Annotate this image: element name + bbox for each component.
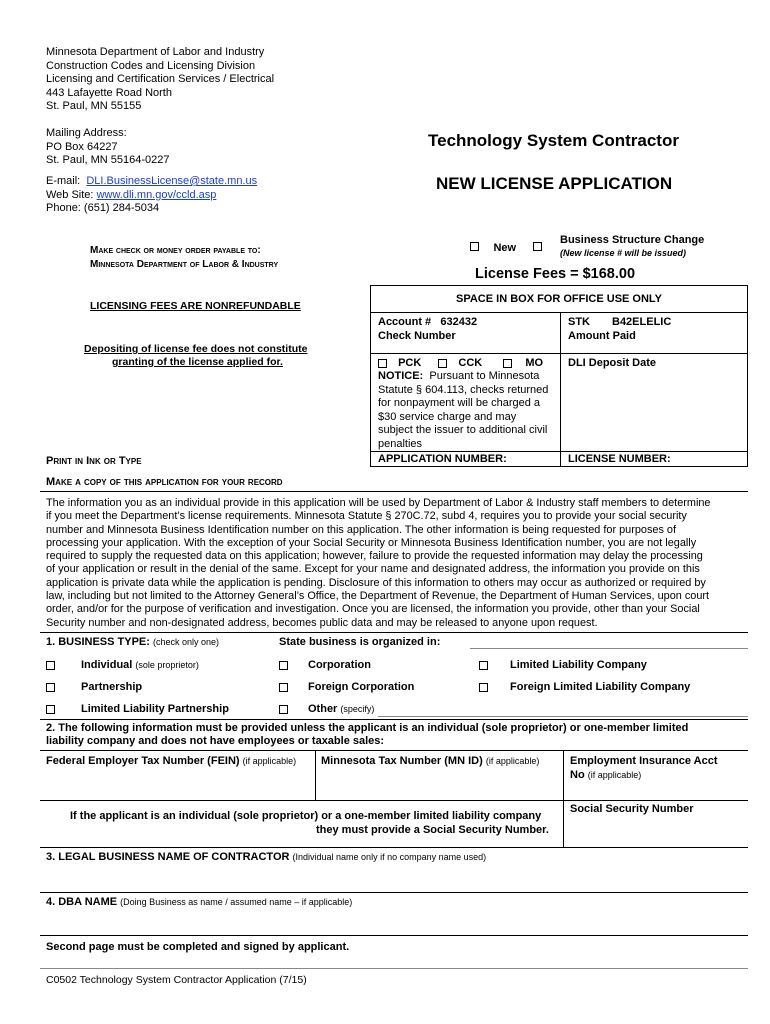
section2-instruction-1: 2. The following information must be provided unless the applicant is an individual (sole proprietor) or one-member limited xyxy=(46,722,689,734)
business-type-note: (check only one) xyxy=(152,637,220,647)
structure-change-checkbox-wrap[interactable] xyxy=(533,238,542,256)
option-individual[interactable] xyxy=(46,659,199,673)
license-number-label: LICENSE NUMBER: xyxy=(568,453,671,465)
llp-checkbox[interactable] xyxy=(46,705,55,714)
fein-field-label xyxy=(46,755,296,769)
form-id: C0502 Technology System Contractor Application (7/15) xyxy=(46,974,307,986)
email-label: E-mail: xyxy=(46,175,81,187)
new-label: New xyxy=(493,242,517,254)
foreign-llc-checkbox[interactable] xyxy=(479,683,488,692)
address-line: Minnesota Department of Labor and Industry xyxy=(46,46,265,58)
address-line: Licensing and Certification Services / Electrical xyxy=(46,73,275,85)
account-field xyxy=(378,316,477,330)
other-specify-line[interactable] xyxy=(378,716,748,717)
address-line: Construction Codes and Licensing Division xyxy=(46,59,256,72)
mailing-line: St. Paul, MN 55164-0227 xyxy=(46,154,170,166)
partnership-checkbox[interactable] xyxy=(46,683,55,692)
dba-name-note: (Doing Business as name / assumed name – if applicable) xyxy=(120,897,353,907)
notice-line: Statute § 604.113, checks returned xyxy=(378,383,549,396)
emp-insurance-label xyxy=(570,755,718,782)
individual-checkbox[interactable] xyxy=(46,661,55,670)
web-label: Web Site: xyxy=(46,188,94,201)
partnership-label: Partnership xyxy=(81,681,143,693)
contact-block xyxy=(46,175,257,216)
mnid-note: (if applicable) xyxy=(485,756,540,766)
privacy-line: The information you as an individual provide in this application will be used by Department of Labor & Industry staff members to determine xyxy=(46,497,711,509)
notice-line: subject the issuer to additional civil xyxy=(378,424,548,436)
notice-line: for nonpayment will be charged a xyxy=(378,397,541,409)
emp-insurance-input[interactable] xyxy=(566,782,746,798)
department-address xyxy=(46,46,274,114)
payment-method-row xyxy=(378,357,543,371)
phone: Phone: (651) 284-5034 xyxy=(46,202,160,214)
address-line: St. Paul, MN 55155 xyxy=(46,100,142,112)
foreign-corporation-label: Foreign Corporation xyxy=(308,681,415,693)
ssn-requirement-2: they must provide a Social Security Number. xyxy=(316,824,549,836)
individual-note: (sole proprietor) xyxy=(135,660,199,670)
structure-change-note: (New license # will be issued) xyxy=(560,248,687,258)
notice-line: Pursuant to Minnesota xyxy=(429,370,540,382)
dba-name-input[interactable] xyxy=(46,911,746,933)
application-number-label: APPLICATION NUMBER: xyxy=(378,453,507,465)
copy-instruction: Make a copy of this application for your record xyxy=(46,476,283,488)
emp-insurance-line2: No xyxy=(570,768,585,781)
print-instruction: Print in Ink or Type xyxy=(46,455,142,467)
payable-to-label: Make check or money order payable to: xyxy=(90,245,261,256)
llc-label: Limited Liability Company xyxy=(510,659,647,671)
account-value: 632432 xyxy=(440,316,478,328)
email-link[interactable]: DLI.BusinessLicense@state.mn.us xyxy=(86,175,258,187)
pck-label: PCK xyxy=(398,357,422,369)
deposit-date-label: DLI Deposit Date xyxy=(568,357,657,369)
mailing-line: PO Box 64227 xyxy=(46,140,118,153)
option-other[interactable] xyxy=(279,703,374,717)
cck-checkbox[interactable] xyxy=(438,359,447,368)
legal-name-label xyxy=(46,851,486,865)
option-llc[interactable] xyxy=(479,659,647,673)
address-line: 443 Lafayette Road North xyxy=(46,86,172,99)
new-option[interactable] xyxy=(470,238,516,256)
dba-name-text: 4. DBA NAME xyxy=(46,896,118,908)
option-llp[interactable] xyxy=(46,703,229,717)
deposit-notice-2: granting of the license applied for. xyxy=(112,356,283,368)
fein-note: (if applicable) xyxy=(242,756,297,766)
structure-change-checkbox[interactable] xyxy=(533,242,542,251)
payable-to-name: Minnesota Department of Labor & Industry xyxy=(90,259,279,270)
mailing-line: Mailing Address: xyxy=(46,127,127,139)
fein-label: Federal Employer Tax Number (FEIN) xyxy=(46,755,240,767)
privacy-line: order, and/or for the purpose of verification and investigation. Once you are licensed, the information you provide, other than your Social xyxy=(46,603,700,616)
office-use-header: SPACE IN BOX FOR OFFICE USE ONLY xyxy=(456,293,662,305)
emp-insurance-line1: Employment Insurance Acct xyxy=(570,755,718,767)
other-label: Other xyxy=(308,703,338,715)
legal-name-note: (Individual name only if no company name used) xyxy=(292,852,487,862)
notice-line: $30 service charge and may xyxy=(378,410,517,423)
privacy-line: of your application or result in the denial of the same. Except for your name and designated address, the information you provide on this xyxy=(46,563,700,576)
legal-name-text: 3. LEGAL BUSINESS NAME OF CONTRACTOR xyxy=(46,851,290,863)
foreign-llc-label: Foreign Limited Liability Company xyxy=(510,681,691,693)
privacy-line: if you meet the Department’s license requirements. Minnesota Statute § 270C.72, subd 4, requires you to provide your social security xyxy=(46,510,687,523)
mailing-address xyxy=(46,127,170,168)
emp-insurance-note: (if applicable) xyxy=(587,769,642,780)
foreign-corporation-checkbox[interactable] xyxy=(279,683,288,692)
llc-checkbox[interactable] xyxy=(479,661,488,670)
privacy-line: required to supply the requested data on this application; however, failure to provide the requested information may delay the processing xyxy=(46,550,703,563)
other-checkbox[interactable] xyxy=(279,705,288,714)
form-title: Technology System Contractor xyxy=(428,131,679,150)
pck-checkbox[interactable] xyxy=(378,359,387,368)
llp-label: Limited Liability Partnership xyxy=(81,703,229,715)
section2-instruction-2: liability company and does not have employees or taxable sales: xyxy=(46,735,385,747)
account-label: Account # xyxy=(378,316,432,328)
other-note: (specify) xyxy=(340,704,375,714)
corporation-checkbox[interactable] xyxy=(279,661,288,670)
form-subtitle: NEW LICENSE APPLICATION xyxy=(436,174,673,193)
option-foreign-corporation[interactable] xyxy=(279,681,414,695)
privacy-line: law, including but not limited to the Attorney General’s Office, the Department of Revenue, the Department of Human Services, upon court xyxy=(46,590,710,603)
privacy-notice xyxy=(46,497,710,630)
privacy-line: processing your application. With the exception of your Social Security or Minnesota Business Identification number, you are not legally xyxy=(46,536,697,549)
option-corporation[interactable] xyxy=(279,659,371,673)
ssn-label: Social Security Number xyxy=(570,803,694,815)
legal-name-input[interactable] xyxy=(46,866,746,890)
stk-field xyxy=(568,316,671,330)
privacy-line: number and Minnesota Business Identification number on this application. The other information is being requested for purposes of xyxy=(46,523,677,536)
mo-checkbox[interactable] xyxy=(503,359,512,368)
new-checkbox[interactable] xyxy=(470,242,479,251)
privacy-line: application is private data while the application is pending. Disclosure of this information to others may occur as authorized or required by xyxy=(46,576,706,589)
mo-label: MO xyxy=(525,357,544,369)
state-organized-label: State business is organized in: xyxy=(279,636,441,648)
fein-input[interactable] xyxy=(46,768,312,798)
mnid-field-label xyxy=(321,755,539,769)
mnid-label: Minnesota Tax Number (MN ID) xyxy=(321,755,483,767)
check-number-label: Check Number xyxy=(378,330,456,342)
deposit-notice-1: Depositing of license fee does not constitute xyxy=(84,343,308,355)
corporation-label: Corporation xyxy=(308,659,371,671)
web-link[interactable]: www.dli.mn.gov/ccld.asp xyxy=(96,188,217,201)
mnid-input[interactable] xyxy=(318,768,560,798)
license-fees: License Fees = $168.00 xyxy=(475,266,636,282)
notice-block xyxy=(378,370,558,451)
cck-label: CCK xyxy=(458,357,483,369)
second-page-notice: Second page must be completed and signed by applicant. xyxy=(46,941,350,953)
business-type-heading-text: 1. BUSINESS TYPE: xyxy=(46,636,150,648)
notice-line: penalties xyxy=(378,437,423,450)
nonrefundable-notice: LICENSING FEES ARE NONREFUNDABLE xyxy=(90,300,301,312)
structure-change-label: Business Structure Change xyxy=(560,234,705,246)
notice-label: NOTICE: xyxy=(378,370,424,382)
stk-value: B42ELELIC xyxy=(612,316,672,328)
ssn-requirement-1: If the applicant is an individual (sole proprietor) or a one-member limited liability company xyxy=(70,810,542,822)
individual-label: Individual xyxy=(81,659,133,671)
option-partnership[interactable] xyxy=(46,681,142,695)
dba-name-label xyxy=(46,896,352,910)
privacy-line: Security number and non-designated address, becomes public data and may be released to anyone upon request. xyxy=(46,616,598,629)
ssn-input[interactable] xyxy=(566,818,746,846)
amount-paid-label: Amount Paid xyxy=(568,330,636,342)
business-type-heading xyxy=(46,636,219,650)
option-foreign-llc[interactable] xyxy=(479,681,690,695)
stk-label: STK xyxy=(568,316,590,328)
